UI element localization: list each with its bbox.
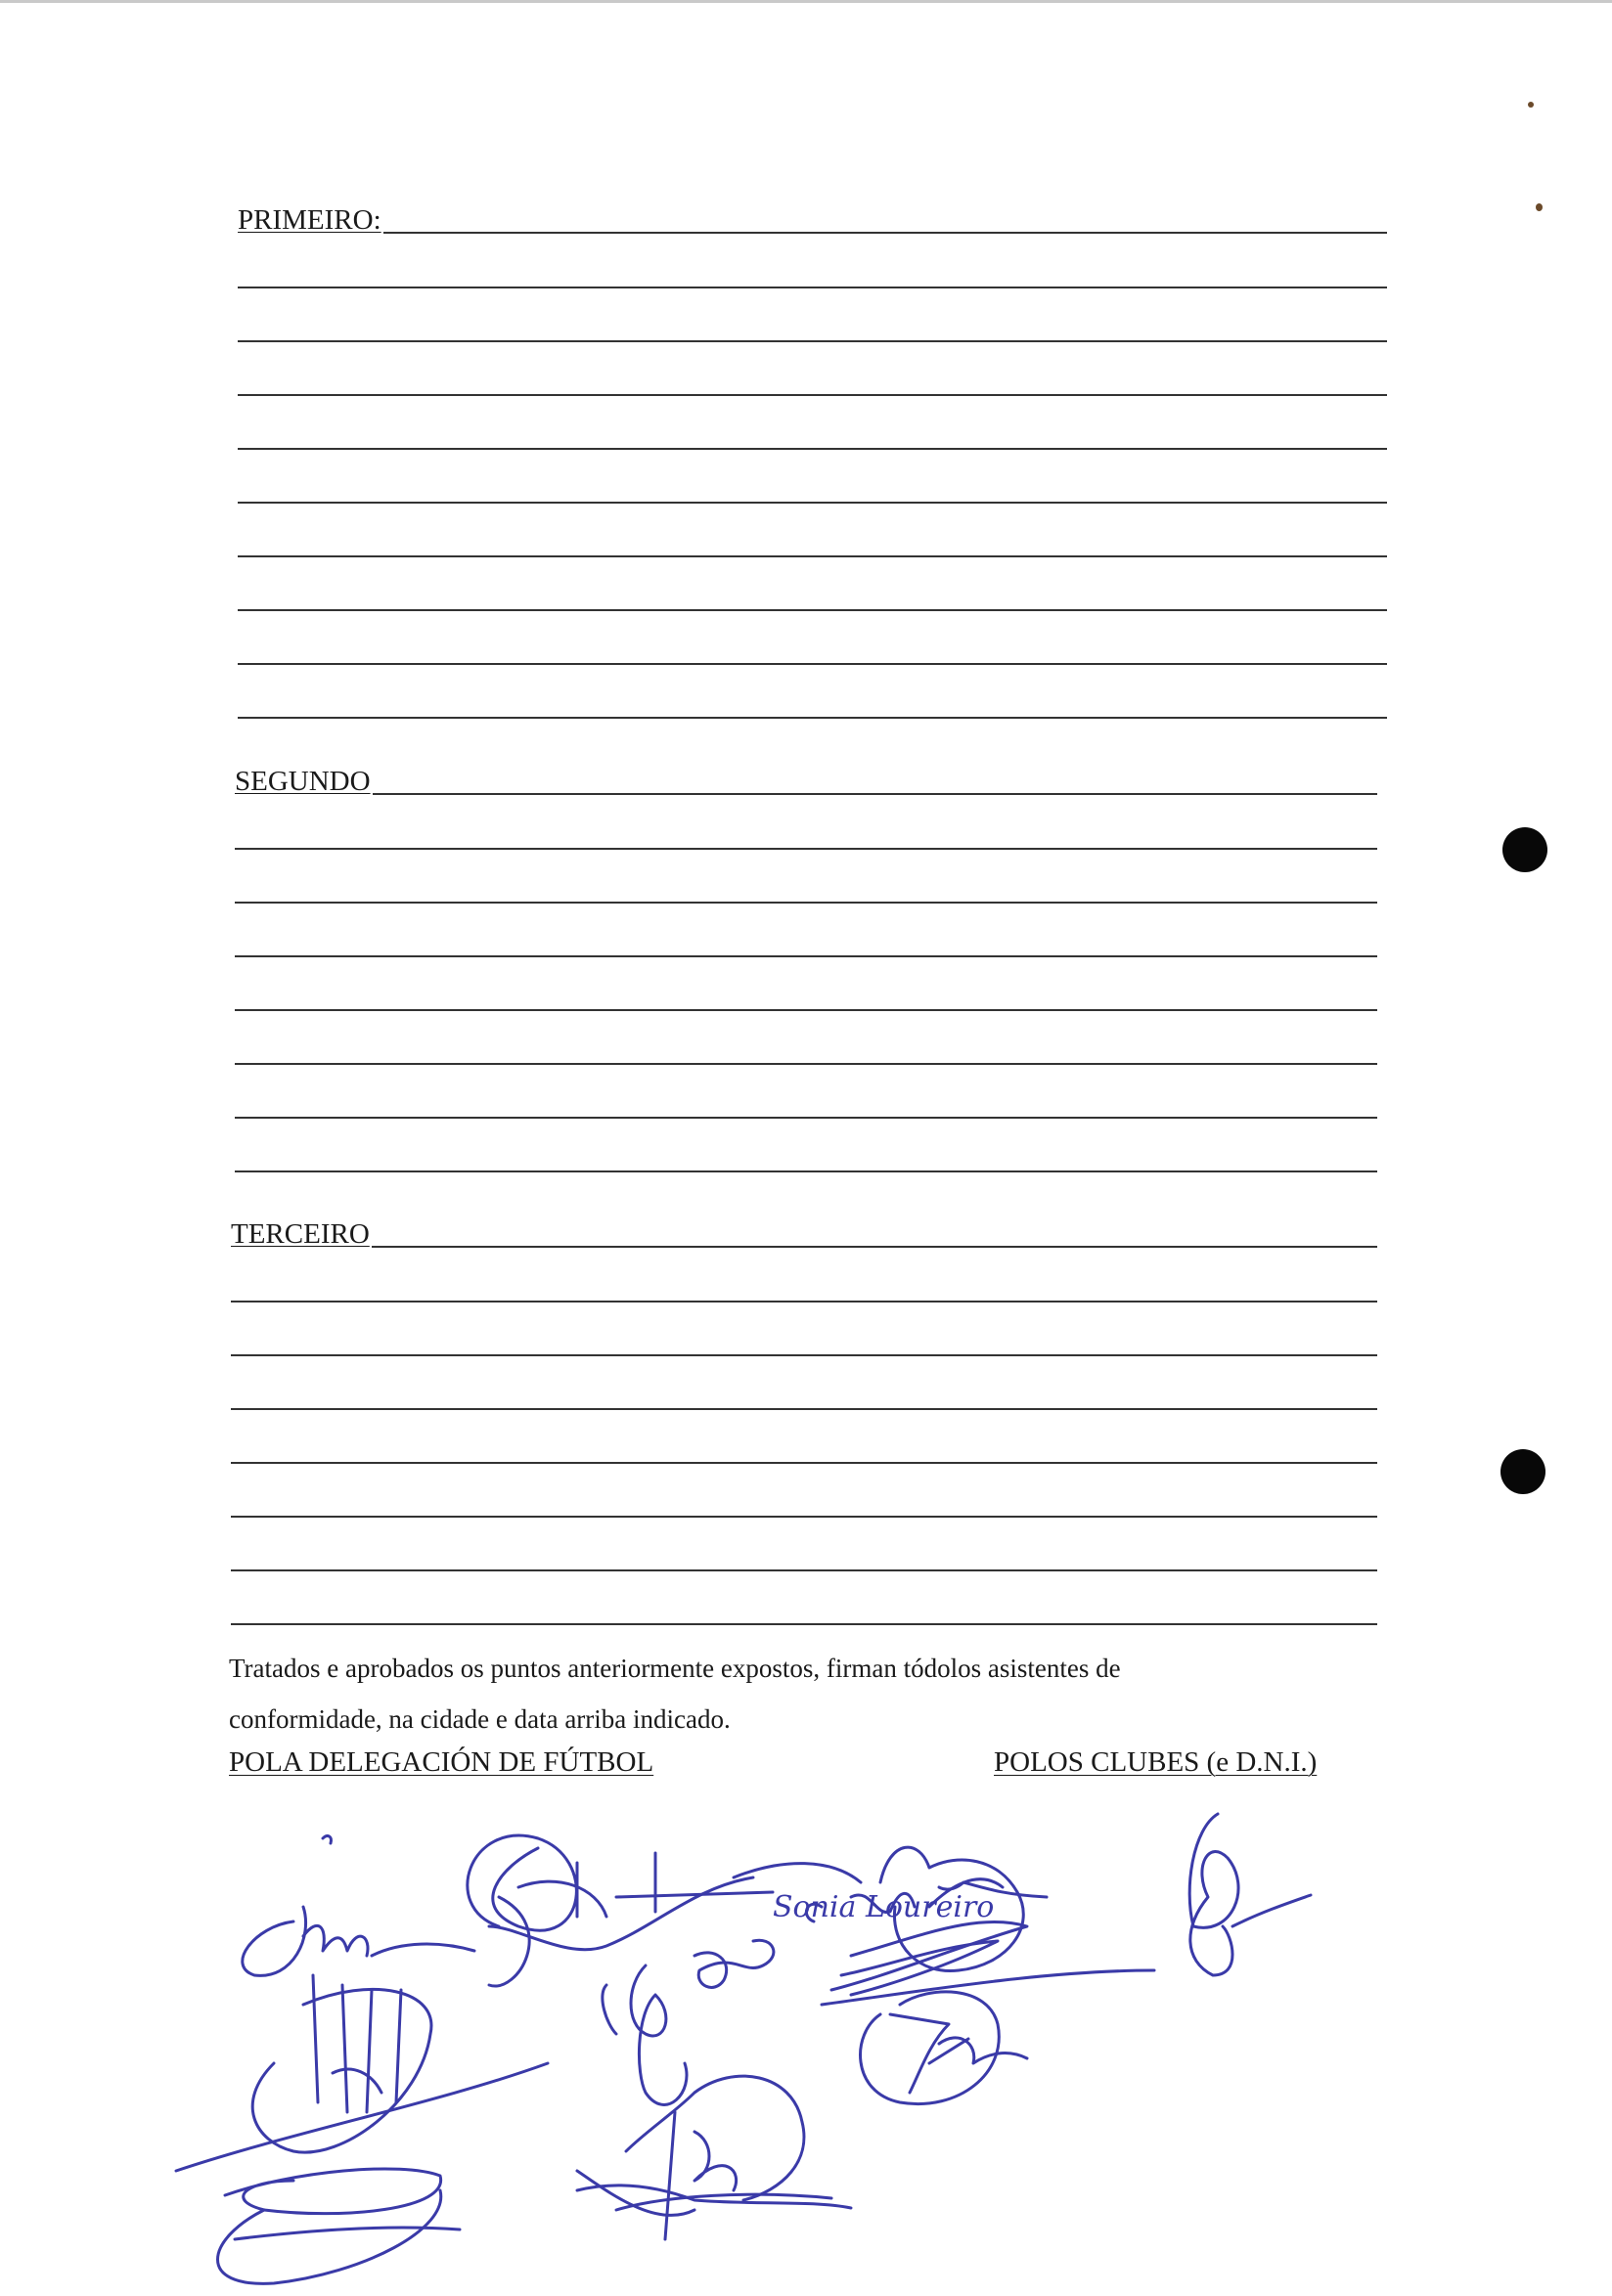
punch-hole-lower: [1500, 1449, 1545, 1494]
section-label: SEGUNDO: [235, 766, 371, 797]
fill-line: [372, 1246, 1377, 1248]
rule-line: [235, 1065, 1377, 1119]
closing-line-1: Tratados e aprobados os puntos anteriormente expostos, firman tódolos asistentes de: [229, 1654, 1121, 1683]
signature-6: [1189, 1814, 1311, 1975]
rule-line: [235, 957, 1377, 1011]
scan-edge: [0, 0, 1612, 3]
rule-line: [235, 796, 1377, 850]
section-terceiro: [231, 1217, 1377, 1625]
rule-line: [231, 1518, 1377, 1571]
rule-line: [231, 1410, 1377, 1464]
rule-line: [238, 504, 1387, 557]
fill-line: [383, 232, 1387, 234]
rule-line: [235, 1119, 1377, 1172]
rule-line: [238, 557, 1387, 611]
rule-line: [235, 1011, 1377, 1065]
signature-1: [243, 1836, 474, 1976]
signature-3: [218, 2169, 461, 2283]
signatures-area: [147, 1780, 1321, 2288]
rule-line: [238, 342, 1387, 396]
closing-statement: [229, 1643, 1379, 1744]
signature-header-clubs: POLOS CLUBES (e D.N.I.): [994, 1746, 1318, 1778]
rule-line: [231, 1303, 1377, 1356]
rule-line: [235, 850, 1377, 904]
signature-9: [577, 2076, 851, 2239]
punch-hole-upper: [1502, 827, 1547, 872]
signature-header-delegation: POLA DELEGACIÓN DE FÚTBOL: [229, 1746, 654, 1778]
rule-line: [238, 235, 1387, 288]
paper-speck: [1536, 203, 1543, 211]
section-label: TERCEIRO: [231, 1218, 370, 1250]
rule-line: [238, 450, 1387, 504]
rule-line: [238, 288, 1387, 342]
section-label: PRIMEIRO:: [238, 204, 381, 236]
rule-line: [238, 611, 1387, 665]
section-segundo: [235, 765, 1377, 1172]
closing-line-2: conformidade, na cidade e data arriba indicado.: [229, 1704, 731, 1734]
rule-line: [231, 1249, 1377, 1303]
rule-line: [238, 665, 1387, 719]
rule-lines: [238, 235, 1387, 719]
rule-lines: [231, 1249, 1377, 1625]
signature-text: Sonia Loureiro: [773, 1890, 995, 1924]
rule-line: [231, 1464, 1377, 1518]
signature-7: [822, 1921, 1154, 2103]
rule-line: [235, 904, 1377, 957]
fill-line: [373, 793, 1377, 795]
rule-line: [231, 1356, 1377, 1410]
rule-line: [231, 1571, 1377, 1625]
rule-line: [238, 396, 1387, 450]
signature-2: [176, 1975, 548, 2171]
signature-8: [603, 1940, 774, 2104]
paper-speck: [1528, 102, 1534, 108]
section-primeiro: [238, 203, 1387, 719]
rule-lines: [235, 796, 1377, 1172]
